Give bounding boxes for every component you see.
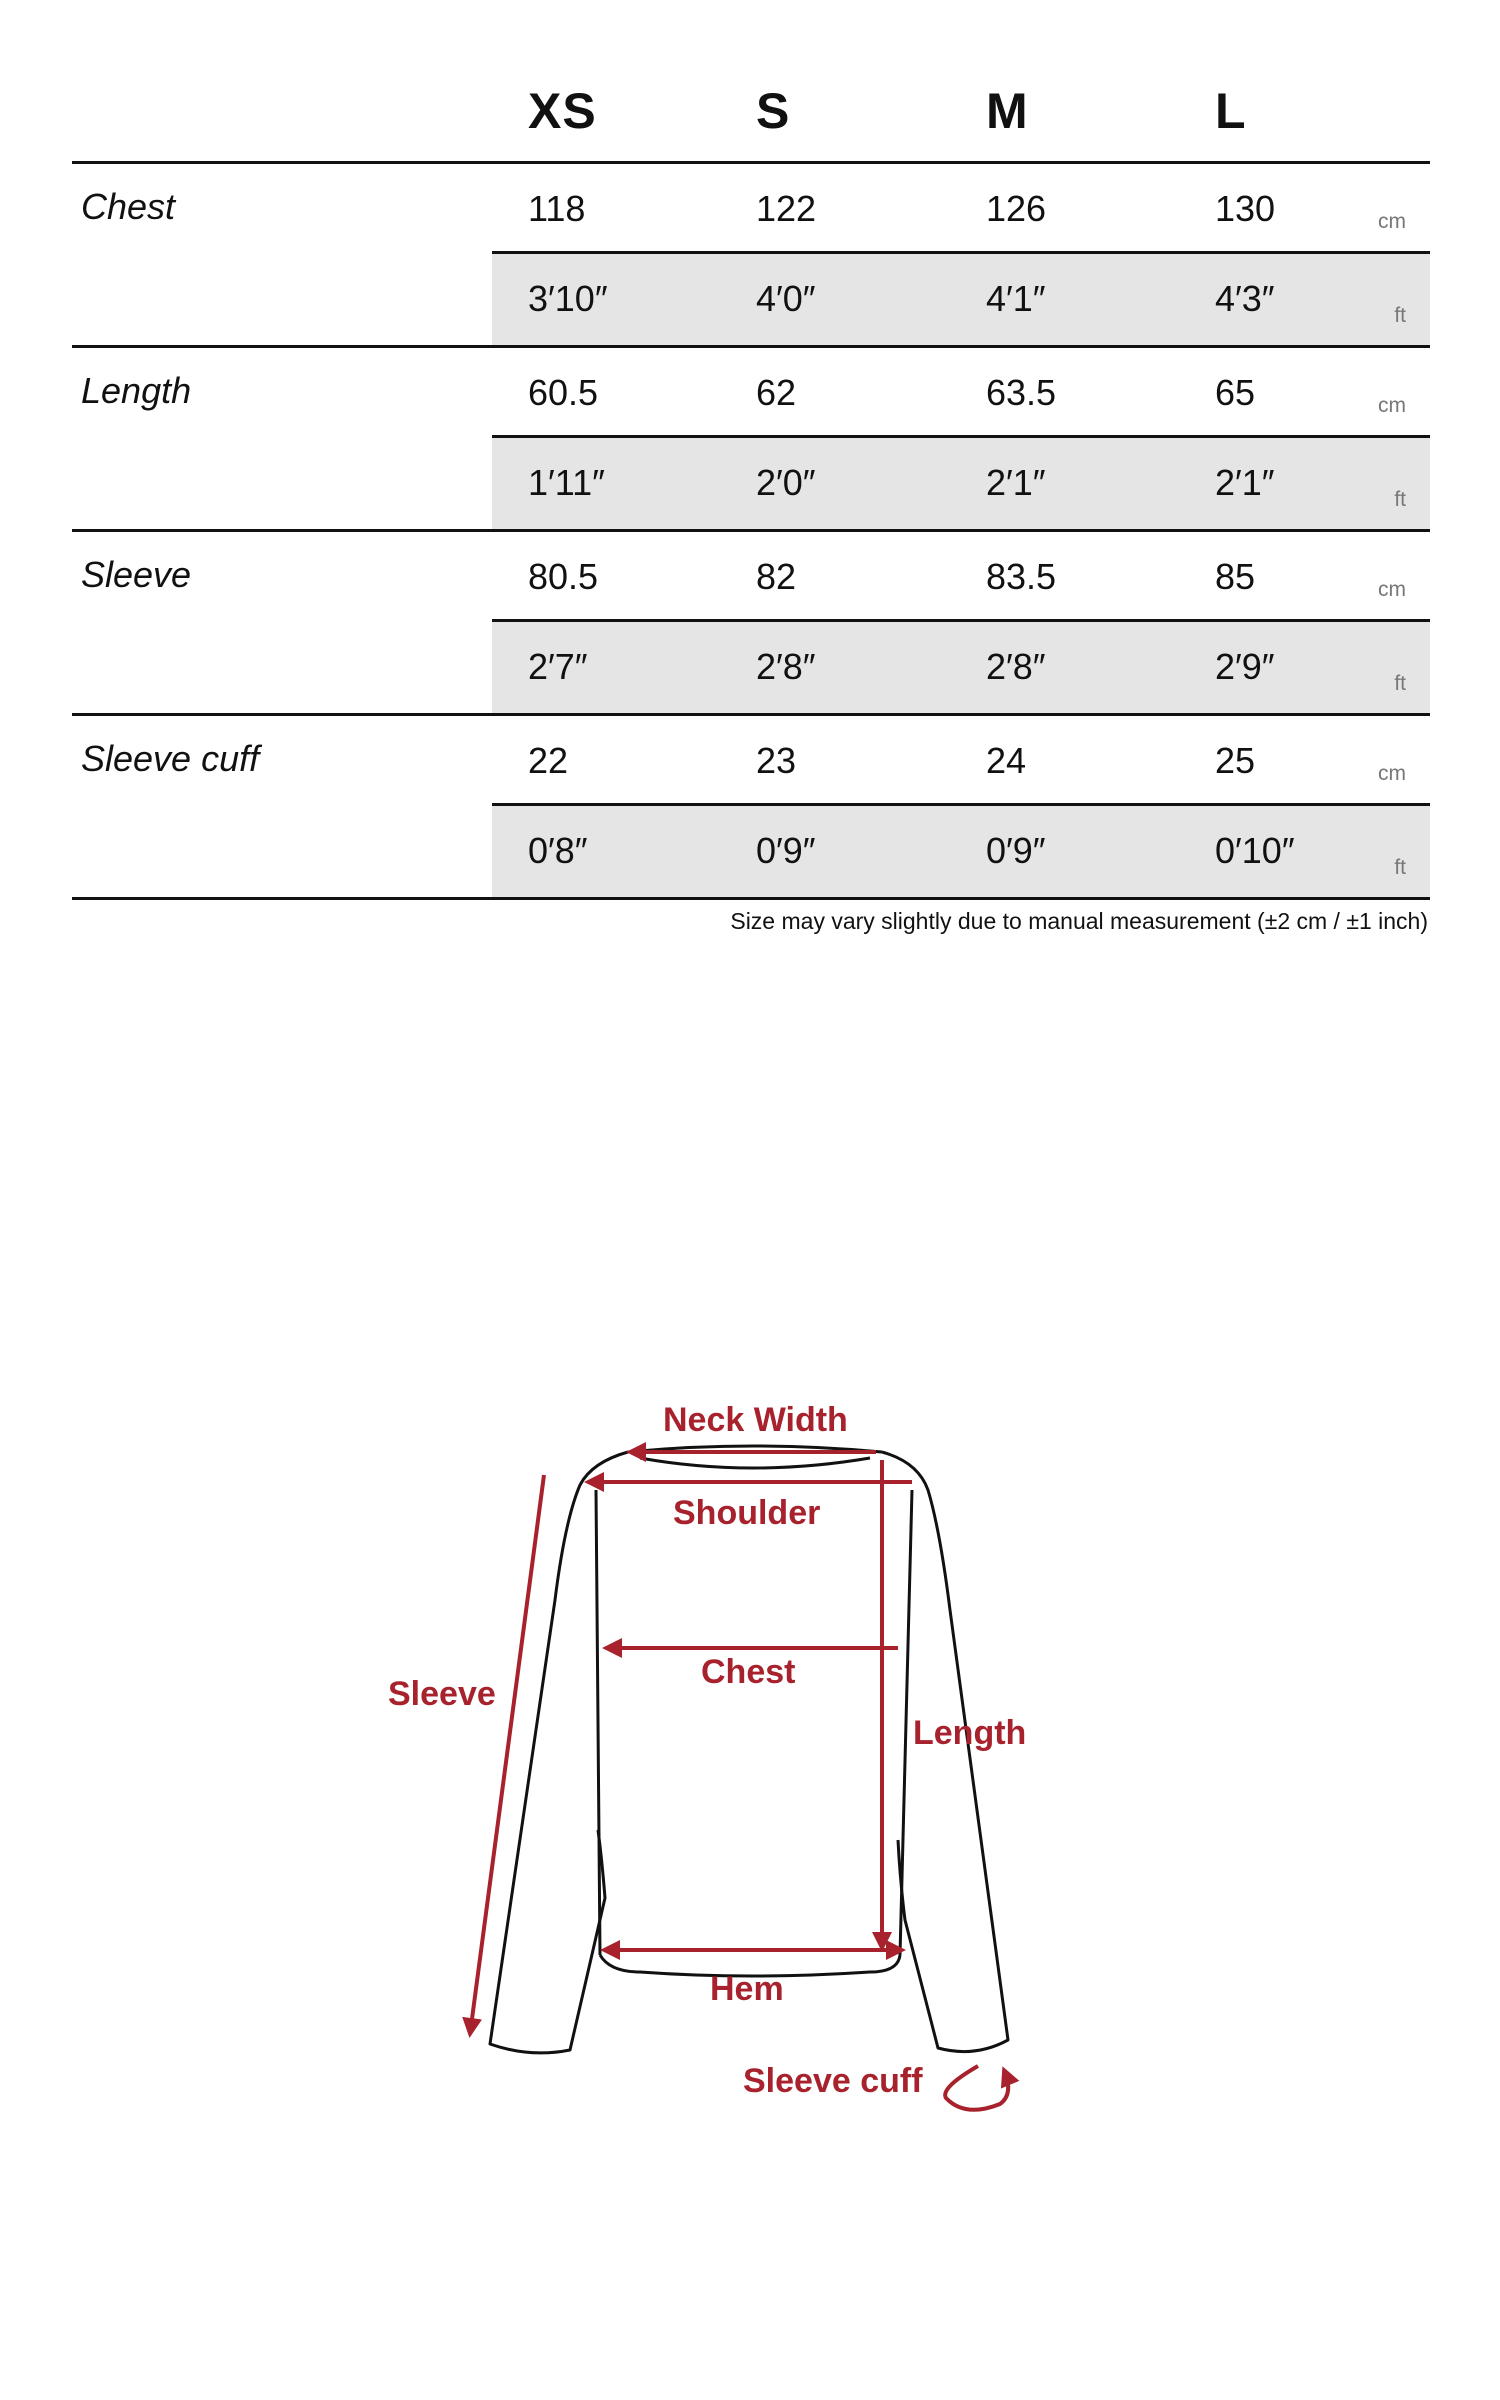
measure-row-chest: [72, 164, 1430, 348]
unit-label: cm: [1378, 578, 1406, 601]
size-header-m: M: [986, 83, 1029, 139]
measure-label: Sleeve: [81, 554, 192, 595]
value-cell: 4′3″: [1215, 278, 1275, 319]
sleeve-cuff-label: Sleeve cuff: [743, 2062, 923, 2100]
value-cell: 82: [756, 556, 797, 597]
value-cell: 2′8″: [986, 646, 1046, 687]
unit-label: cm: [1378, 394, 1406, 417]
value-cell: 2′7″: [528, 646, 588, 687]
value-cell: 25: [1215, 740, 1256, 781]
sleeve-label: Sleeve: [388, 1675, 496, 1713]
value-cell: 0′10″: [1215, 830, 1295, 871]
value-cell: 130: [1215, 188, 1276, 229]
value-cell: 22: [528, 740, 569, 781]
size-header-row: [72, 0, 1430, 164]
measure-label: Length: [81, 370, 192, 411]
unit-label: cm: [1378, 210, 1406, 233]
sleeve-arrow: [470, 1475, 544, 2034]
ft-row: [492, 806, 1430, 897]
value-cell: 23: [756, 740, 797, 781]
unit-label: ft: [1394, 488, 1406, 511]
value-cell: 1′11″: [528, 462, 605, 503]
value-cell: 4′1″: [986, 278, 1046, 319]
sleeve-cuff-arrow: [945, 2066, 1008, 2110]
cm-row: [492, 716, 1430, 806]
value-cell: 3′10″: [528, 278, 608, 319]
ft-row: [492, 438, 1430, 529]
measurement-arrows: [470, 1452, 1008, 2110]
value-cell: 126: [986, 188, 1047, 229]
shoulder-label: Shoulder: [673, 1494, 821, 1532]
value-cell: 2′1″: [1215, 462, 1275, 503]
size-chart-table: [72, 0, 1430, 900]
measure-label: Chest: [81, 186, 176, 227]
value-cell: 24: [986, 740, 1027, 781]
unit-label: ft: [1394, 304, 1406, 327]
unit-label: ft: [1394, 856, 1406, 879]
measure-row-sleeve: [72, 532, 1430, 716]
measure-row-sleeve-cuff: [72, 716, 1430, 900]
value-cell: 62: [756, 372, 797, 413]
value-cell: 2′1″: [986, 462, 1046, 503]
value-cell: 63.5: [986, 372, 1057, 413]
value-cell: 2′8″: [756, 646, 816, 687]
cm-row: [492, 532, 1430, 622]
value-cell: 0′9″: [986, 830, 1046, 871]
value-cell: 122: [756, 188, 817, 229]
hem-label: Hem: [710, 1970, 784, 2008]
size-header-l: L: [1215, 83, 1247, 139]
size-header-s: S: [756, 83, 791, 139]
length-label: Length: [913, 1714, 1027, 1752]
measure-label: Sleeve cuff: [81, 738, 260, 779]
chest-label: Chest: [701, 1653, 796, 1691]
cm-row: [492, 164, 1430, 254]
value-cell: 0′8″: [528, 830, 588, 871]
value-cell: 0′9″: [756, 830, 816, 871]
value-cell: 2′9″: [1215, 646, 1275, 687]
value-cell: 65: [1215, 372, 1256, 413]
size-header-xs: XS: [528, 83, 597, 139]
value-cell: 60.5: [528, 372, 599, 413]
measurement-note: Size may vary slightly due to manual measurement (±2 cm / ±1 inch): [730, 908, 1428, 934]
value-cell: 80.5: [528, 556, 599, 597]
unit-label: cm: [1378, 762, 1406, 785]
neck-width-label: Neck Width: [663, 1401, 848, 1439]
measure-row-length: [72, 348, 1430, 532]
ft-row: [492, 254, 1430, 345]
sweater-outline: [490, 1446, 1008, 2053]
cm-row: [492, 348, 1430, 438]
value-cell: 118: [528, 188, 586, 229]
value-cell: 83.5: [986, 556, 1057, 597]
unit-label: ft: [1394, 672, 1406, 695]
value-cell: 4′0″: [756, 278, 816, 319]
ft-row: [492, 622, 1430, 713]
value-cell: 2′0″: [756, 462, 816, 503]
value-cell: 85: [1215, 556, 1256, 597]
